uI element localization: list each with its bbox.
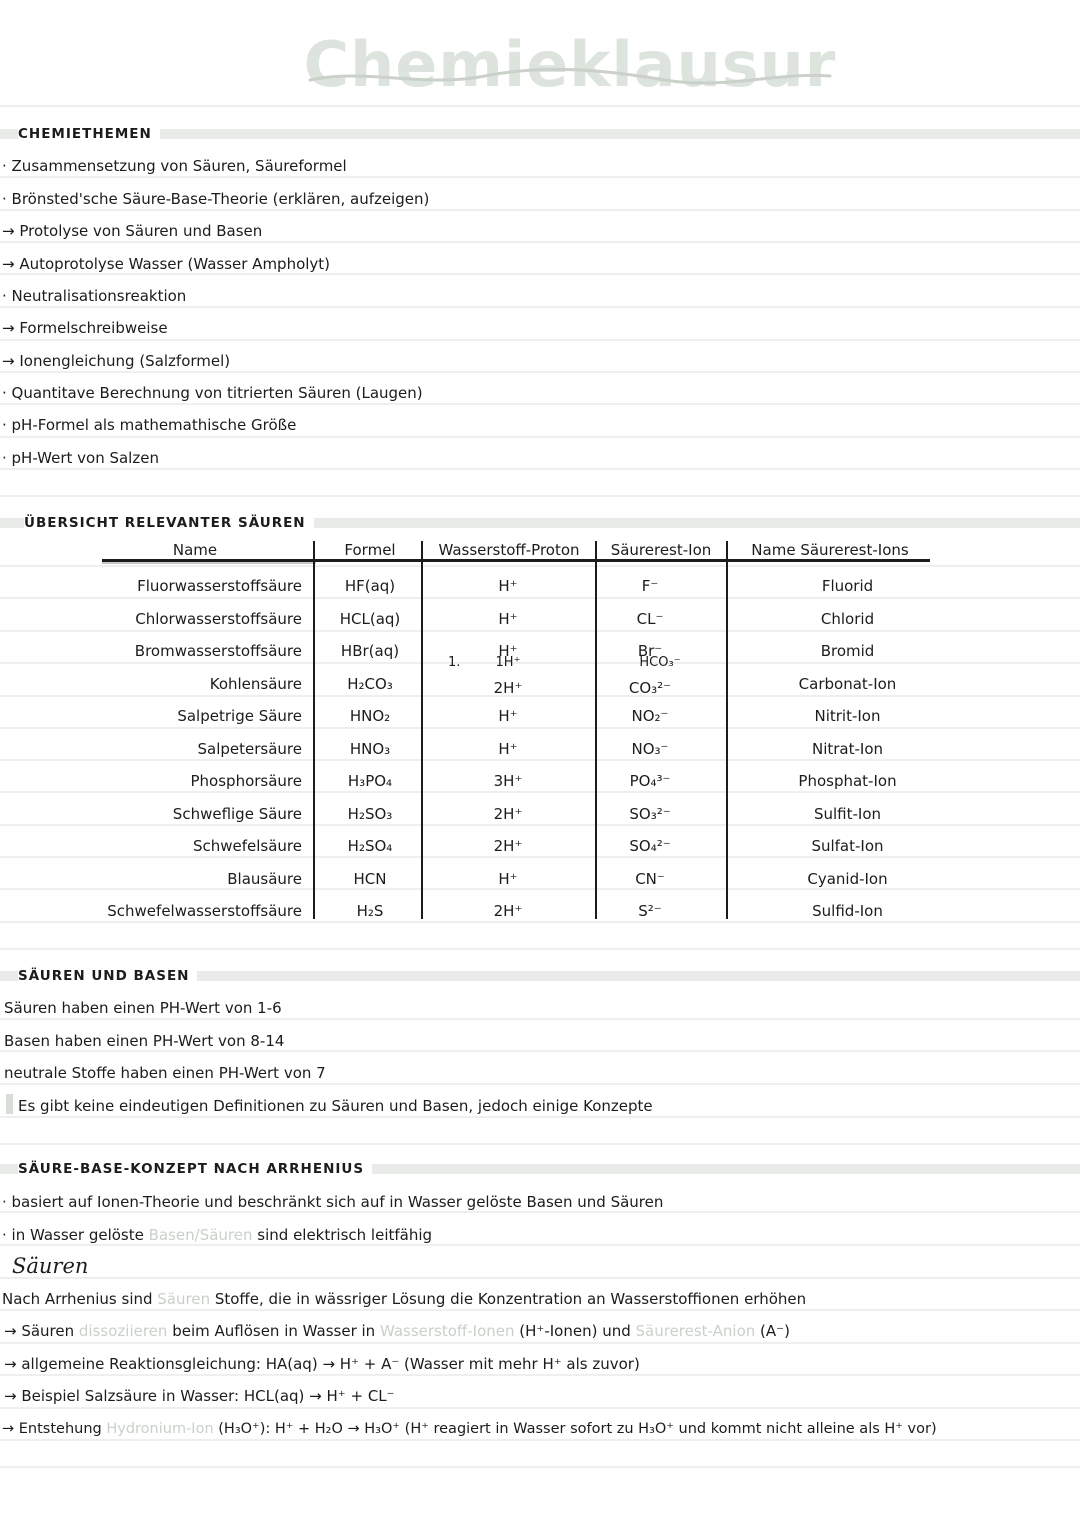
arrhenius-line: Nach Arrhenius sind Säuren Stoffe, die in wässriger Lösung die Konzentration an Wasserstoffionen erhöhen xyxy=(2,1290,807,1308)
acid-proton: 2H⁺ xyxy=(493,837,523,855)
acid-formula: HCL(aq) xyxy=(339,609,401,628)
section-band-themes xyxy=(0,129,1080,139)
acid-ion: CL⁻ xyxy=(636,609,664,628)
column-header-ion: Säurerest-Ion xyxy=(610,541,712,559)
acid-proton: H⁺ xyxy=(498,642,518,660)
theme-item: · Brönsted'sche Säure-Base-Theorie (erklären, aufzeigen) xyxy=(2,190,430,208)
column-header-formula: Formel xyxy=(344,541,396,559)
acid-ion: CN⁻ xyxy=(635,869,665,888)
acid-name: Schwefelsäure xyxy=(192,837,302,855)
theme-item: · Neutralisationsreaktion xyxy=(2,287,187,305)
acid-formula: HNO₃ xyxy=(349,739,391,758)
acid-ion: SO₃²⁻ xyxy=(629,804,671,823)
acid-proton: 2H⁺ xyxy=(493,804,523,823)
theme-item: · pH-Formel als mathemathische Größe xyxy=(2,416,297,434)
concept-note: Es gibt keine eindeutigen Definitionen zu Säuren und Basen, jedoch einige Konzepte xyxy=(18,1097,653,1115)
section-heading-acids-bases: SÄUREN UND BASEN xyxy=(18,968,197,984)
ph-line: Säuren haben einen PH-Wert von 1-6 xyxy=(4,999,282,1017)
acid-formula: H₂CO₃ xyxy=(347,674,393,693)
section-heading-themes: CHEMIETHEMEN xyxy=(18,126,160,142)
acid-ion-name: Phosphat-Ion xyxy=(798,772,897,790)
acid-formula: H₃PO₄ xyxy=(347,772,393,790)
acid-name: Bromwasserstoffsäure xyxy=(134,642,302,660)
acid-name: Salpetersäure xyxy=(197,739,302,758)
acid-name: Kohlensäure xyxy=(209,674,302,693)
highlight-marker xyxy=(6,1094,13,1114)
arrhenius-line: → allgemeine Reaktionsgleichung: HA(aq) → H⁺ + A⁻ (Wasser mit mehr H⁺ als zuvor) xyxy=(4,1355,640,1373)
handwritten-subheading: Säuren xyxy=(12,1254,89,1278)
table-divider xyxy=(595,541,597,919)
acid-ion: Br⁻ xyxy=(637,642,663,660)
acid-ion: PO₄³⁻ xyxy=(629,772,671,790)
ph-line: Basen haben einen PH-Wert von 8-14 xyxy=(4,1032,285,1050)
acid-proton: 3H⁺ xyxy=(493,772,523,790)
theme-item: · Quantitave Berechnung von titrierten Säuren (Laugen) xyxy=(2,384,423,402)
acid-proton: H⁺ xyxy=(498,869,518,888)
kohlensaeure-step-proton: 1H⁺ xyxy=(495,655,521,670)
acid-ion: S²⁻ xyxy=(638,902,662,920)
acid-ion-name: Carbonat-Ion xyxy=(798,674,897,693)
theme-item: → Protolyse von Säuren und Basen xyxy=(2,222,263,240)
acid-proton: H⁺ xyxy=(498,707,518,725)
acid-ion: F⁻ xyxy=(641,577,659,595)
acid-ion-name: Bromid xyxy=(820,642,875,660)
section-heading-arrhenius: SÄURE-BASE-KONZEPT NACH ARRHENIUS xyxy=(18,1161,372,1177)
acid-name: Fluorwasserstoffsäure xyxy=(137,577,302,595)
acid-formula: H₂S xyxy=(356,902,384,920)
theme-item: · Zusammensetzung von Säuren, Säureformel xyxy=(2,157,347,175)
acid-ion-name: Chlorid xyxy=(820,609,875,628)
acid-formula: HCN xyxy=(353,869,387,888)
acid-ion: SO₄²⁻ xyxy=(629,837,671,855)
acid-proton: H⁺ xyxy=(498,577,518,595)
acid-ion-name: Sulfat-Ion xyxy=(811,837,884,855)
acid-proton: 2H⁺ xyxy=(493,678,523,697)
theme-item: → Autoprotolyse Wasser (Wasser Ampholyt) xyxy=(2,255,331,273)
acid-formula: HBr(aq) xyxy=(340,642,400,660)
acid-ion-name: Sulfid-Ion xyxy=(812,902,883,920)
kohlensaeure-step-marker: 1. xyxy=(448,655,461,670)
acid-name: Salpetrige Säure xyxy=(177,707,302,725)
page-title: Chemieklausur xyxy=(303,28,837,101)
column-header-name: Name xyxy=(172,541,218,559)
section-heading-table: ÜBERSICHT RELEVANTER SÄUREN xyxy=(24,515,314,531)
acid-formula: HNO₂ xyxy=(349,707,391,725)
acid-name: Phosphorsäure xyxy=(190,772,302,790)
acid-name: Blausäure xyxy=(227,869,302,888)
column-header-ion-name: Name Säurerest-Ions xyxy=(751,541,909,559)
table-divider xyxy=(313,541,315,919)
table-divider xyxy=(421,541,423,919)
acid-ion-name: Cyanid-Ion xyxy=(807,869,888,888)
column-header-proton: Wasserstoff-Proton xyxy=(438,541,580,559)
kohlensaeure-step-ion: HCO₃⁻ xyxy=(639,655,681,670)
acid-name: Schwefelwasserstoffsäure xyxy=(107,902,302,920)
acid-proton: 2H⁺ xyxy=(493,902,523,920)
theme-item: → Ionengleichung (Salzformel) xyxy=(2,352,231,370)
theme-item: → Formelschreibweise xyxy=(2,319,168,337)
acid-ion-name: Nitrit-Ion xyxy=(814,707,881,725)
table-header-underline xyxy=(102,559,930,562)
acid-formula: HF(aq) xyxy=(344,577,396,595)
acid-name: Chlorwasserstoffsäure xyxy=(135,609,302,628)
arrhenius-line: → Entstehung Hydronium-Ion (H₃O⁺): H⁺ + H₂O → H₃O⁺ (H⁺ reagiert in Wasser sofort zu H₃O⁺ und kommt nicht alleine als H⁺ vor) xyxy=(2,1421,937,1437)
acid-proton: H⁺ xyxy=(498,609,518,628)
acid-ion: NO₂⁻ xyxy=(631,707,669,725)
acid-ion-name: Nitrat-Ion xyxy=(811,739,884,758)
arrhenius-line: · in Wasser gelöste Basen/Säuren sind elektrisch leitfähig xyxy=(2,1226,433,1244)
acid-formula: H₂SO₄ xyxy=(347,837,393,855)
acid-ion: CO₃²⁻ xyxy=(628,678,672,697)
acid-ion-name: Fluorid xyxy=(821,577,874,595)
acid-proton: H⁺ xyxy=(498,739,518,758)
acid-formula: H₂SO₃ xyxy=(347,804,393,823)
title-underline-scribble xyxy=(305,58,835,98)
arrhenius-line: · basiert auf Ionen-Theorie und beschränkt sich auf in Wasser gelöste Basen und Säuren xyxy=(2,1193,664,1211)
arrhenius-line: → Säuren dissoziieren beim Auflösen in Wasser in Wasserstoff-Ionen (H⁺-Ionen) und Säurerest-Anion (A⁻) xyxy=(4,1322,790,1340)
arrhenius-line: → Beispiel Salzsäure in Wasser: HCL(aq) → H⁺ + CL⁻ xyxy=(4,1387,395,1405)
acid-ion: NO₃⁻ xyxy=(631,739,669,758)
acid-name: Schweflige Säure xyxy=(172,804,302,823)
acid-ion-name: Sulfit-Ion xyxy=(813,804,882,823)
ph-line: neutrale Stoffe haben einen PH-Wert von 7 xyxy=(4,1064,326,1082)
table-divider xyxy=(726,541,728,919)
theme-item: · pH-Wert von Salzen xyxy=(2,449,159,467)
